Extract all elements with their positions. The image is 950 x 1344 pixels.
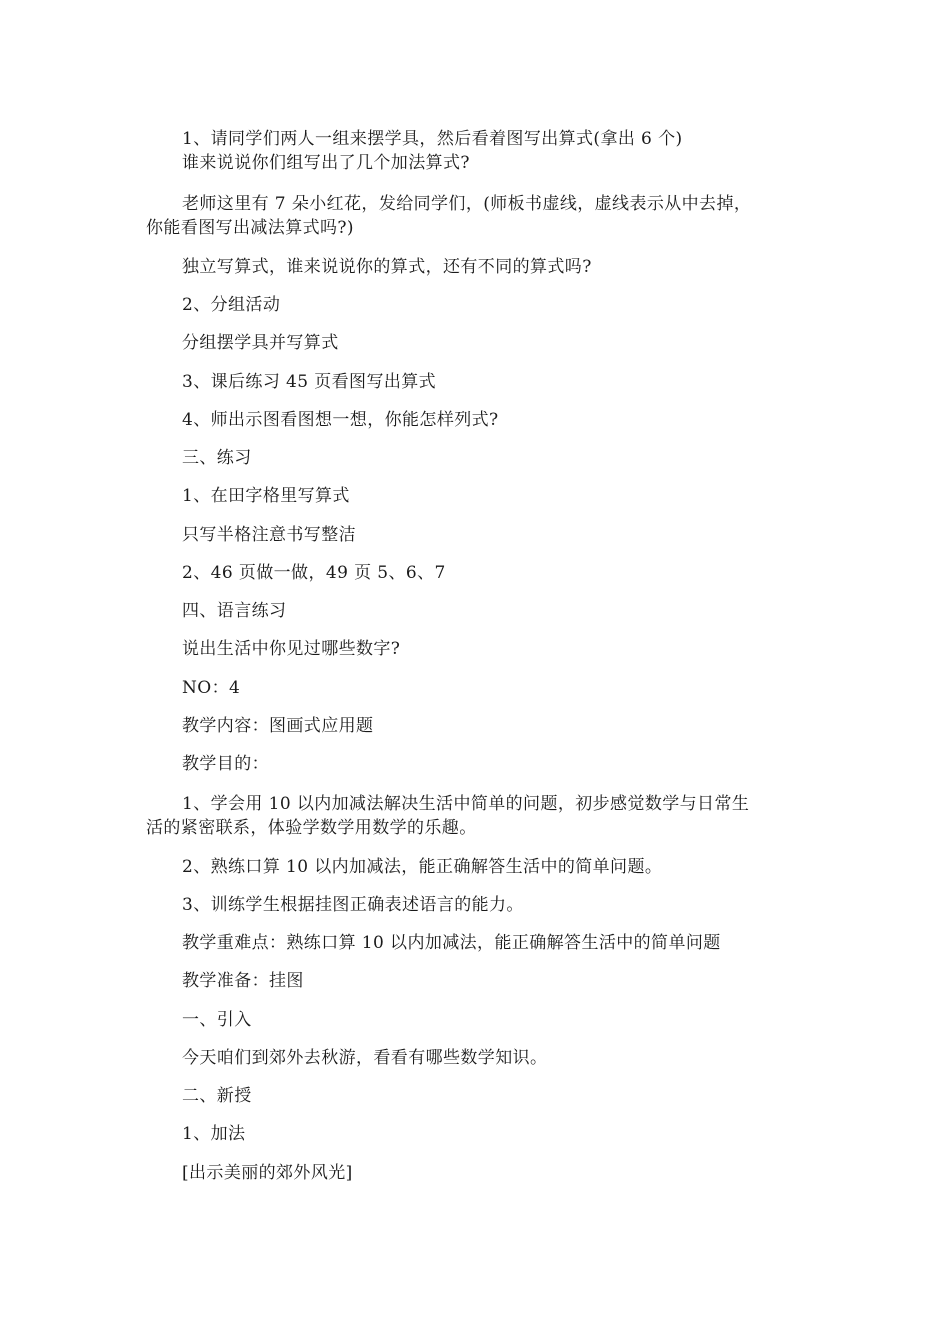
text-line-1: 1、请同学们两人一组来摆学具，然后看着图写出算式(拿出 6 个) [182, 129, 683, 149]
text-line-17: 教学内容：图画式应用题 [182, 716, 374, 736]
text-line-3: 老师这里有 7 朵小红花，发给同学们，(师板书虚线，虚线表示从中去掉， [182, 194, 752, 214]
text-line-20: 活的紧密联系，体验学数学用数学的乐趣。 [146, 818, 477, 838]
text-line-13: 2、46 页做一做，49 页 5、6、7 [182, 563, 446, 583]
text-line-22: 3、训练学生根据挂图正确表述语言的能力。 [182, 895, 524, 915]
text-line-11: 1、在田字格里写算式 [182, 486, 350, 506]
text-line-15: 说出生活中你见过哪些数字? [182, 639, 401, 659]
text-line-6: 2、分组活动 [182, 295, 281, 315]
text-line-28: 1、加法 [182, 1124, 246, 1144]
text-line-16: NO：4 [182, 678, 241, 698]
text-line-12: 只写半格注意书写整洁 [182, 525, 356, 545]
text-line-25: 一、引入 [182, 1010, 252, 1030]
text-line-18: 教学目的： [182, 754, 269, 774]
text-line-14: 四、语言练习 [182, 601, 287, 621]
text-line-26: 今天咱们到郊外去秋游，看看有哪些数学知识。 [182, 1048, 548, 1068]
text-line-23: 教学重难点：熟练口算 10 以内加减法，能正确解答生活中的简单问题 [182, 933, 721, 953]
text-line-5: 独立写算式，谁来说说你的算式，还有不同的算式吗? [182, 257, 592, 277]
text-line-24: 教学准备：挂图 [182, 971, 304, 991]
text-line-19: 1、学会用 10 以内加减法解决生活中简单的问题，初步感觉数学与日常生 [182, 794, 750, 814]
text-line-9: 4、师出示图看图想一想，你能怎样列式? [182, 410, 499, 430]
text-line-21: 2、熟练口算 10 以内加减法，能正确解答生活中的简单问题。 [182, 857, 663, 877]
text-line-10: 三、练习 [182, 448, 252, 468]
text-line-7: 分组摆学具并写算式 [182, 333, 339, 353]
text-line-27: 二、新授 [182, 1086, 252, 1106]
text-line-2: 谁来说说你们组写出了几个加法算式? [182, 153, 470, 173]
text-line-8: 3、课后练习 45 页看图写出算式 [182, 372, 437, 392]
text-line-29: [出示美丽的郊外风光] [182, 1163, 353, 1183]
text-line-4: 你能看图写出减法算式吗?) [146, 218, 354, 238]
